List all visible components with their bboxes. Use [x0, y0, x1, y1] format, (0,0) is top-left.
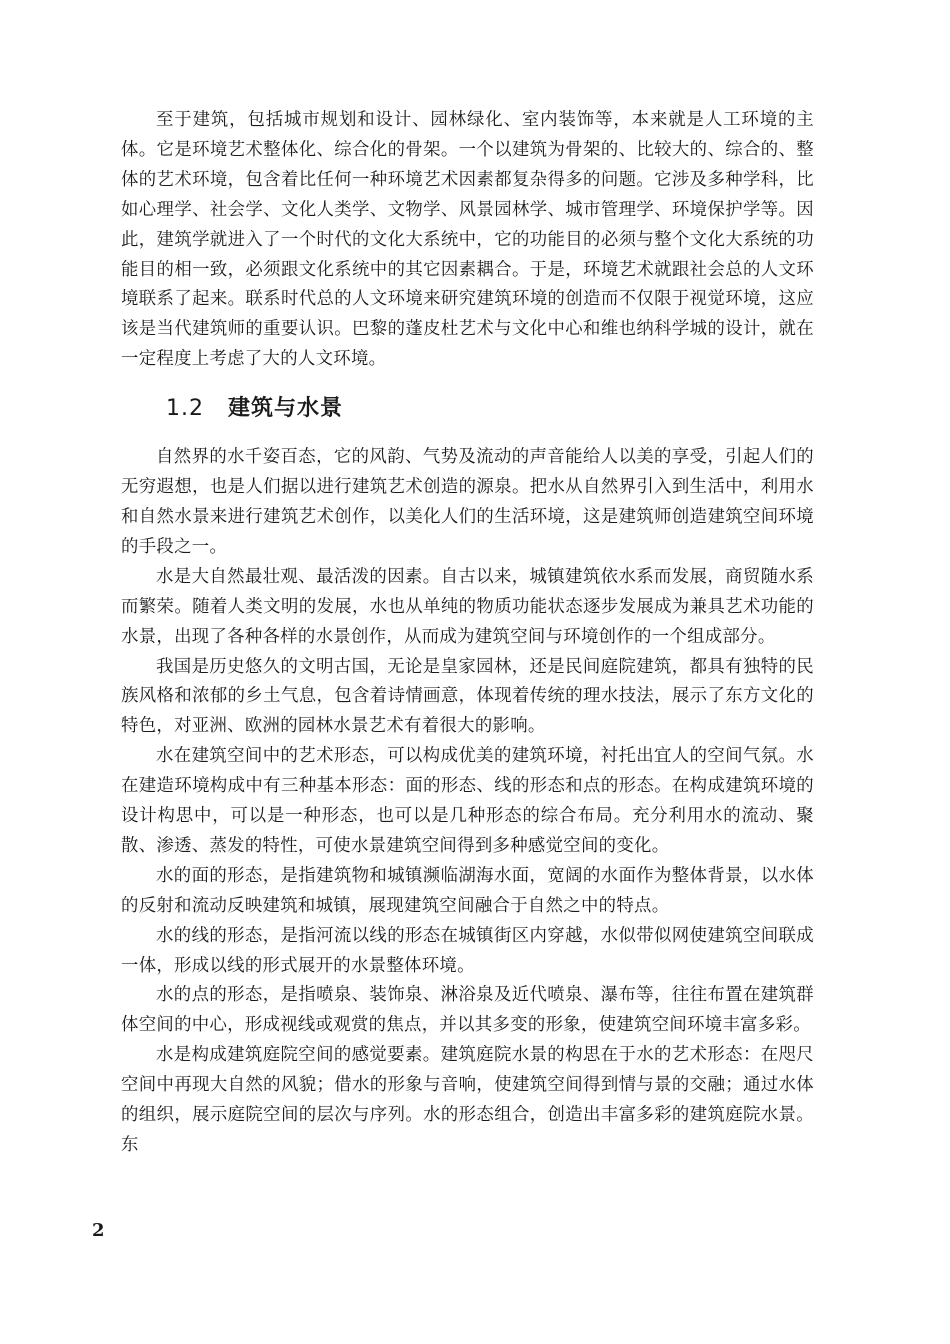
- paragraph: 水在建筑空间中的艺术形态，可以构成优美的建筑环境，衬托出宜人的空间气氛。水在建造环境构成中有三种基本形态：面的形态、线的形态和点的形态。在构成建筑环境的设计构思中，可以是一种形态，也可以是几种形态的综合布局。充分利用水的流动、聚散、渗透、蒸发的特性，可使水景建筑空间得到多种感觉空间的变化。: [121, 746, 814, 856]
- paragraph: 水的点的形态，是指喷泉、装饰泉、淋浴泉及近代喷泉、瀑布等，往往布置在建筑群体空间的中心，形成视线或观赏的焦点，并以其多变的形象，使建筑空间环境丰富多彩。: [121, 985, 814, 1036]
- section-title: 建筑与水景: [228, 396, 344, 422]
- page-body: [121, 106, 814, 1161]
- paragraph: 水是构成建筑庭院空间的感觉要素。建筑庭院水景的构思在于水的艺术形态：在咫尺空间中再现大自然的风貌；借水的形象与音响，使建筑空间得到情与景的交融；通过水体的组织，展示庭院空间的层次与序列。水的形态组合，创造出丰富多彩的建筑庭院水景。东: [121, 1045, 814, 1155]
- paragraph: 至于建筑，包括城市规划和设计、园林绿化、室内装饰等，本来就是人工环境的主体。它是环境艺术整体化、综合化的骨架。一个以建筑为骨架的、比较大的、综合的、整体的艺术环境，包含着比任何一种环境艺术因素都复杂得多的问题。它涉及多种学科，比如心理学、社会学、文化人类学、文物学、风景园林学、城市管理学、环境保护学等。因此，建筑学就进入了一个时代的文化大系统中，它的功能目的必须与整个文化大系统的功能目的相一致，必须跟文化系统中的其它因素耦合。于是，环境艺术就跟社会总的人文环境联系了起来。联系时代总的人文环境来研究建筑环境的创造而不仅限于视觉环境，这应该是当代建筑师的重要认识。巴黎的蓬皮杜艺术与文化中心和维也纳科学城的设计，就在一定程度上考虑了大的人文环境。: [121, 110, 814, 370]
- page-number: 2: [92, 1220, 105, 1241]
- paragraph: 水的线的形态，是指河流以线的形态在城镇街区内穿越，水似带似网使建筑空间联成一体，形成以线的形式展开的水景整体环境。: [121, 925, 814, 976]
- section-number: 1.2: [166, 396, 204, 422]
- paragraph: 水是大自然最壮观、最活泼的因素。自古以来，城镇建筑依水系而发展，商贸随水系而繁荣。随着人类文明的发展，水也从单纯的物质功能状态逐步发展成为兼具艺术功能的水景，出现了各种各样的水景创作，从而成为建筑空间与环境创作的一个组成部分。: [121, 566, 814, 647]
- paragraph: 我国是历史悠久的文明古国，无论是皇家园林，还是民间庭院建筑，都具有独特的民族风格和浓郁的乡土气息，包含着诗情画意，体现着传统的理水技法，展示了东方文化的特色，对亚洲、欧洲的园林水景艺术有着很大的影响。: [121, 656, 814, 737]
- section-heading: [121, 391, 814, 425]
- paragraph: 水的面的形态，是指建筑物和城镇濒临湖海水面，宽阔的水面作为整体背景，以水体的反射和流动反映建筑和城镇，展现建筑空间融合于自然之中的特点。: [121, 865, 814, 916]
- paragraph: 自然界的水千姿百态，它的风韵、气势及流动的声音能给人以美的享受，引起人们的无穷遐想，也是人们据以进行建筑艺术创造的源泉。把水从自然界引入到生活中，利用水和自然水景来进行建筑艺术创作，以美化人们的生活环境，这是建筑师创造建筑空间环境的手段之一。: [121, 447, 814, 557]
